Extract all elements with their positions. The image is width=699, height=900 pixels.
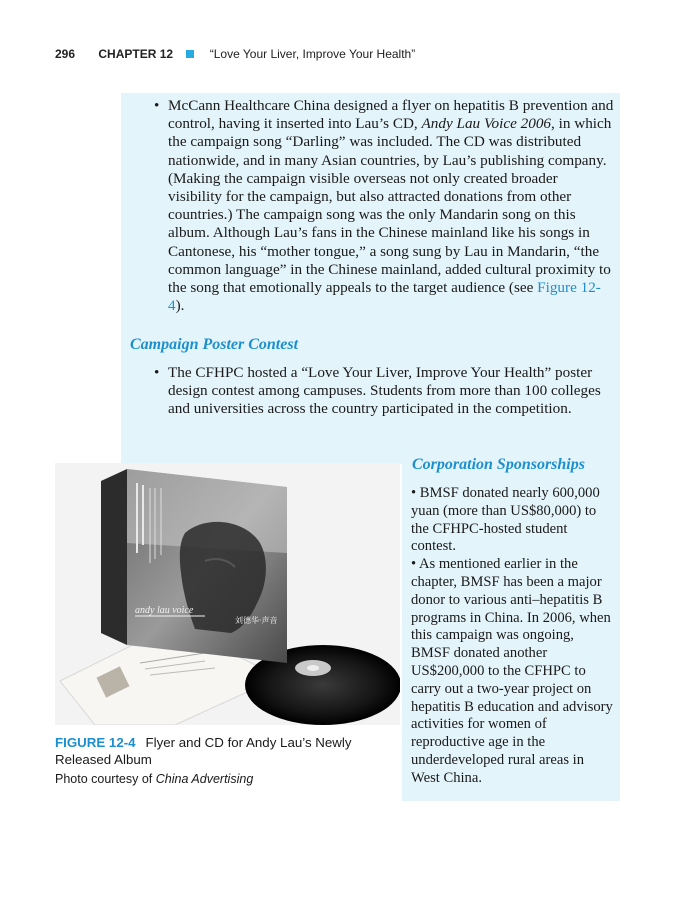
list-item [152, 97, 614, 315]
chapter-title: “Love Your Liver, Improve Your Health” [209, 47, 416, 61]
bullet-text: , in which the campaign song “Darling” was included. The CD was distributed nationwide, and in many Asian countries, by Lau’s publishing company. (Making the campaign visible overseas not only created broader visibility for the campaign, but also attracted donations from other countries.) The campaign song was the only Mandarin song on this album. Although Lau’s fans in the Chinese mainland like his songs in Cantonese, his “mother tongue,” a song sung by Lau in Mandarin, “the common language” in the Chinese mainland, added cultural proximity to the song that emotionally appeals to the target audience (see [168, 115, 612, 297]
list-item: • BMSF donated nearly 600,000 yuan (more than US$80,000) to the CFHPC-hosted student contest. [411, 485, 600, 555]
list-item: • As mentioned earlier in the chapter, BMSF has been a major donor to various anti–hepatitis B programs in China. In 2006, when this campaign was ongoing, BMSF donated another US$200,000 to the CFHPC to carry out a two-year project on hepatitis B education and advisory activities for women of reproductive age in the underdeveloped rural areas in West China. [411, 556, 613, 786]
figure-label: FIGURE 12-4 [55, 735, 136, 750]
section-heading-poster-contest: Campaign Poster Contest [130, 336, 299, 353]
bullet-text: As mentioned earlier in the chapter, BMSF has been a major donor to various anti–hepatitis B programs in China. In 2006, when this campaign was ongoing, BMSF donated another US$200,000 to the CFHPC to carry out a two-year project on hepatitis B education and advisory activities for women of reproductive age in the underdeveloped rural areas in West China. [411, 556, 613, 786]
section-heading-sponsorships: Corporation Sponsorships [412, 456, 585, 473]
page-number: 296 [55, 47, 76, 61]
header-square-icon [186, 50, 194, 58]
cd-flyer-illustration [55, 463, 400, 725]
figure-caption [55, 734, 395, 788]
bullet-text: ). [175, 297, 185, 315]
chapter-label: CHAPTER 12 [98, 47, 174, 61]
bullet-text: McCann Healthcare China designed a flyer on hepatitis B prevention and control, having it inserted into Lau’s CD, [168, 97, 614, 133]
album-title: Andy Lau Voice 2006 [421, 115, 552, 133]
bullet-list-poster [152, 364, 614, 419]
sponsorship-text [411, 485, 616, 788]
cd-cover-text: 刘德华·声音 [235, 616, 278, 625]
cd-script-text: andy lau voice [135, 605, 194, 616]
figure-caption-text: Flyer and CD for Andy Lau’s Newly Released Album [55, 735, 352, 767]
bullet-list-flyer [152, 97, 614, 315]
list-item: • The CFHPC hosted a “Love Your Liver, Improve Your Health” poster design contest among campuses. Students from more than 100 colleges and universities across the country participated in the competition. [152, 364, 614, 419]
photo-credit-source: China Advertising [155, 772, 254, 786]
figure-photo [55, 463, 400, 725]
bullet-text: BMSF donated nearly 600,000 yuan (more than US$80,000) to the CFHPC-hosted student contest. [411, 485, 600, 555]
running-head [55, 47, 415, 61]
figure-reference-link[interactable]: Figure 12-4 [168, 279, 601, 315]
photo-credit [55, 771, 395, 788]
photo-credit-prefix: Photo courtesy of [55, 772, 156, 786]
